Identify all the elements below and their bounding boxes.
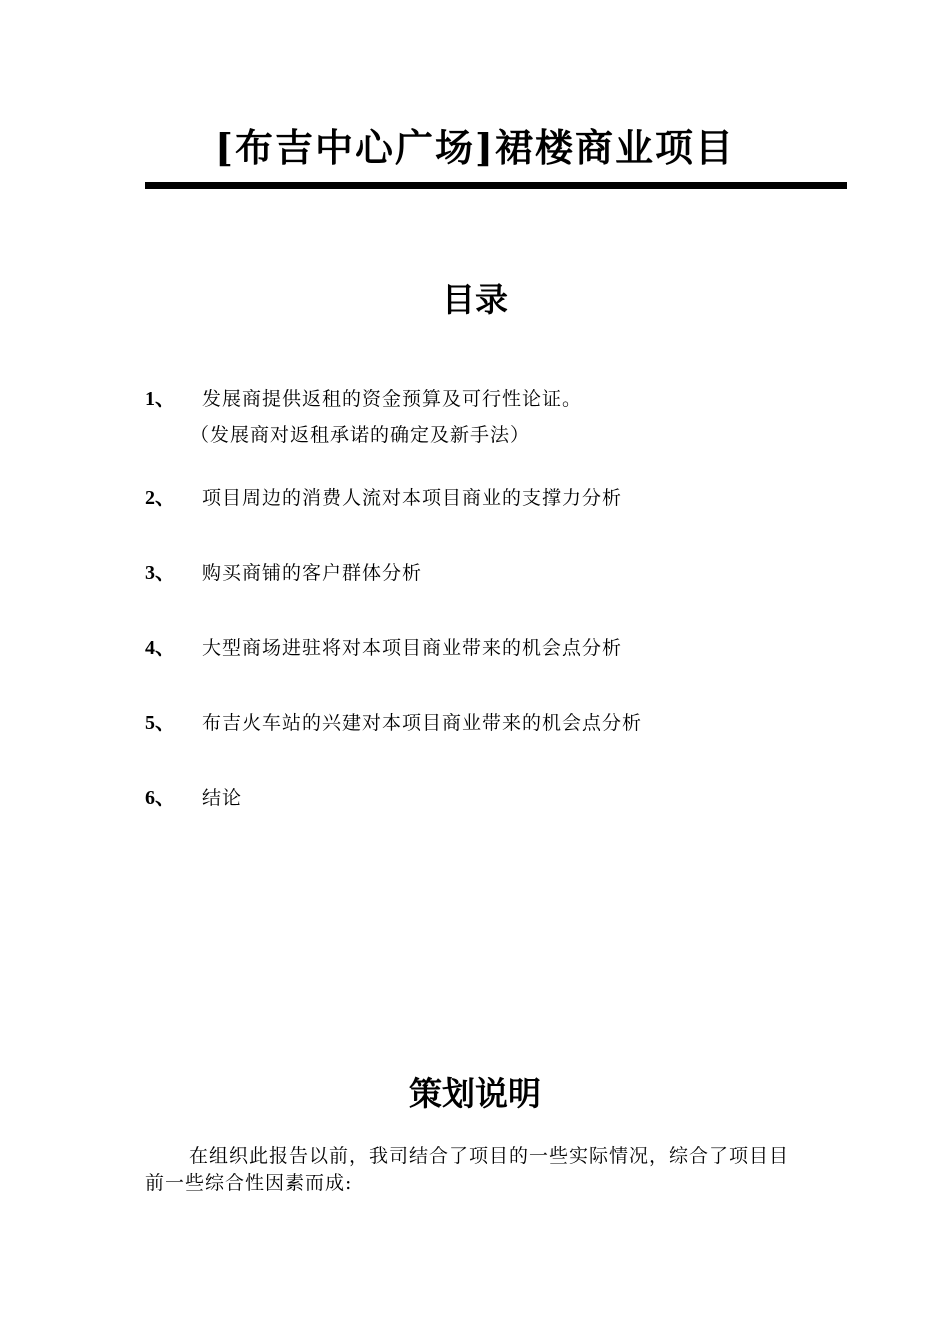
toc-item-2	[145, 484, 845, 512]
toc-item-text: 发展商提供返租的资金预算及可行性论证。	[202, 388, 583, 410]
toc-item-number: 6、	[145, 787, 175, 809]
toc-heading: 目录	[442, 280, 508, 319]
toc-item-4	[145, 634, 845, 662]
body-paragraph: 在组织此报告以前，我司结合了项目的一些实际情况，综合了项目目前一些综合性因素而成:	[145, 1145, 790, 1194]
toc-item-number: 4、	[145, 637, 175, 659]
document-title: [布吉中心广场]裙楼商业项目	[215, 125, 735, 170]
toc-item-text: 结论	[202, 787, 243, 809]
toc-item-3	[145, 559, 845, 587]
title-underline-rule	[145, 182, 847, 189]
toc-item-1	[145, 385, 845, 413]
toc-item-number: 3、	[145, 562, 175, 584]
toc-item-number: 1、	[145, 388, 175, 410]
toc-item-number: 5、	[145, 712, 175, 734]
toc-item-text: 大型商场进驻将对本项目商业带来的机会点分析	[202, 637, 623, 659]
toc-item-text: 布吉火车站的兴建对本项目商业带来的机会点分析	[202, 712, 643, 734]
toc-item-6	[145, 784, 845, 812]
toc-item-text: 购买商铺的客户群体分析	[202, 562, 423, 584]
section-heading: 策划说明	[409, 1074, 541, 1113]
toc-item-text: 项目周边的消费人流对本项目商业的支撑力分析	[202, 487, 623, 509]
toc-item-1-subtext: （发展商对返租承诺的确定及新手法）	[190, 424, 531, 446]
toc-item-5	[145, 709, 845, 737]
toc-item-number: 2、	[145, 487, 175, 509]
